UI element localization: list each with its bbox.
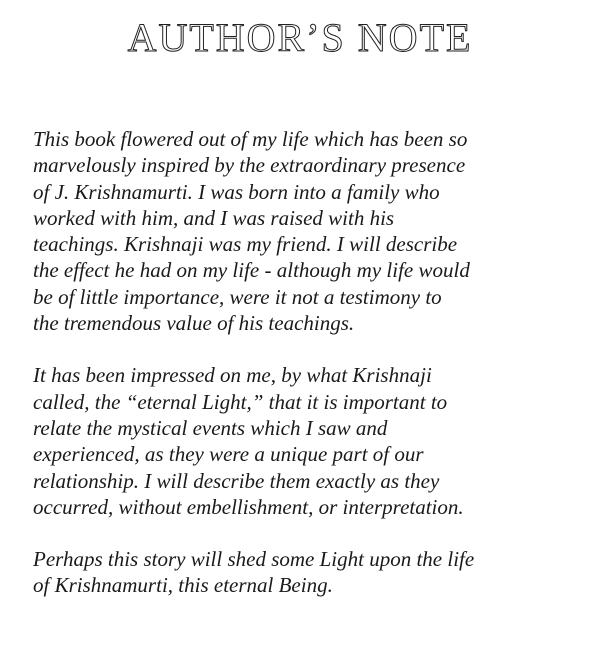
- paragraph-3: [33, 546, 593, 599]
- text-line: the effect he had on my life - although my life would: [33, 258, 470, 283]
- text-line: relationship. I will describe them exactly as they: [33, 468, 440, 493]
- text-line: of J. Krishnamurti. I was born into a family who: [33, 179, 440, 204]
- text-line: Perhaps this story will shed some Light upon the life: [33, 547, 475, 572]
- text-line: This book flowered out of my life which has been so: [33, 127, 468, 151]
- note-body: [33, 126, 593, 625]
- text-line: It has been impressed on me, by what Krishnaji: [33, 363, 432, 388]
- text-line: experienced, as they were a unique part of our: [33, 442, 424, 467]
- text-line: the tremendous value of his teachings.: [33, 311, 355, 336]
- page-title: AUTHOR’S NOTE: [127, 15, 473, 60]
- paragraph-1: [33, 126, 593, 336]
- text-line: called, the “eternal Light,” that it is important to: [33, 389, 448, 414]
- text-line: marvelously inspired by the extraordinary presence: [33, 153, 466, 178]
- text-line: relate the mystical events which I saw and: [33, 415, 388, 440]
- text-line: teachings. Krishnaji was my friend. I will describe: [33, 232, 458, 257]
- text-line: worked with him, and I was raised with his: [33, 205, 395, 230]
- text-line: of Krishnamurti, this eternal Being.: [33, 573, 333, 598]
- paragraph-2: [33, 362, 593, 520]
- text-line: occurred, without embellishment, or interpretation.: [33, 494, 464, 519]
- text-line: be of little importance, were it not a testimony to: [33, 284, 442, 309]
